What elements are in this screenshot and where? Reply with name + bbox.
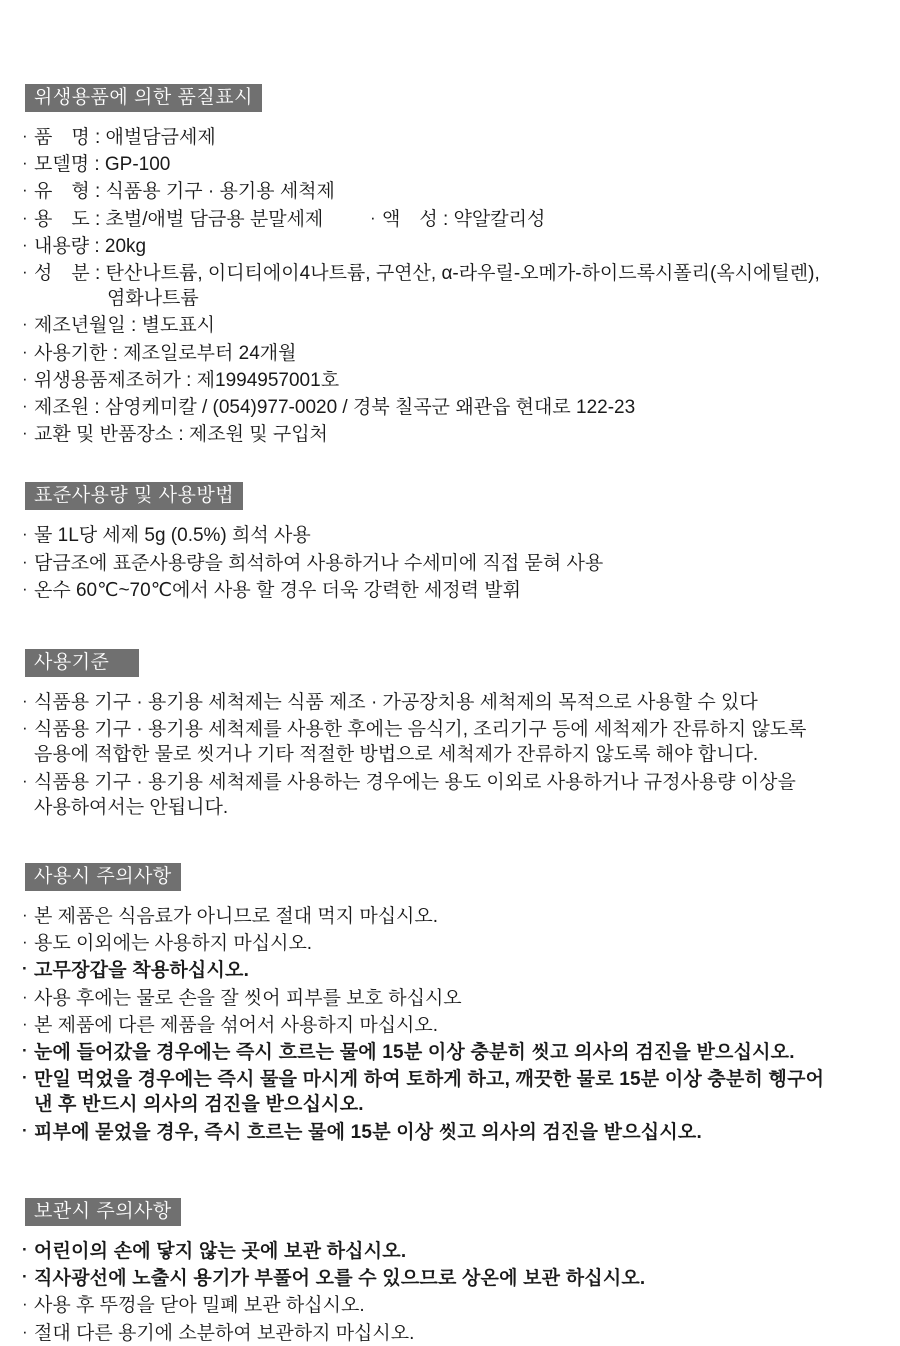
list-item-wear-gloves (22, 956, 890, 983)
list-item-intended-use-only (22, 929, 890, 956)
item-text: 식품용 기구 · 용기용 세척제를 사용하는 경우에는 용도 이외로 사용하거나 규정사용량 이상을 (34, 771, 796, 793)
item-text: 용도 이외에는 사용하지 마십시오. (34, 933, 313, 955)
list-item-warm-water (22, 576, 890, 603)
item-text: 품 명 : 애벌담금세제 (34, 127, 216, 148)
item-text: 교환 및 반품장소 : 제조원 및 구입처 (34, 424, 328, 446)
bullet-icon: · (22, 691, 28, 711)
bullet-icon: · (22, 234, 28, 254)
section-title-standard-usage: 표준사용량 및 사용방법 (25, 482, 243, 510)
bullet-icon: · (22, 1239, 28, 1259)
list-item-no-overuse-continued (34, 795, 890, 820)
list-item-no-mixing (22, 1011, 890, 1038)
list-item-liquid-property (370, 205, 545, 232)
section-title-storage-precautions: 보관시 주의사항 (25, 1198, 181, 1226)
list-item-no-overuse (22, 768, 890, 795)
item-text: 제조원 : 삼영케미칼 / (054)977-0020 / 경북 칠곡군 왜관읍 현대로 122-23 (34, 397, 636, 419)
list-item-manufacture-date (22, 311, 890, 338)
item-text: 내용량 : 20kg (34, 235, 147, 257)
item-text: 염화나트륨 (107, 288, 199, 310)
bullet-icon: · (22, 262, 28, 282)
bullet-icon: · (22, 1041, 28, 1061)
list-item-keep-from-children (22, 1237, 890, 1264)
item-text: 식품용 기구 · 용기용 세척제는 식품 제조 · 가공장치용 세척제의 목적으로 사용할 수 있다 (34, 692, 758, 714)
section-storage-precautions (22, 1198, 890, 1346)
item-text: 본 제품은 식음료가 아니므로 절대 먹지 마십시오. (34, 906, 439, 928)
section-title-quality-indication: 위생용품에 의한 품질표시 (25, 84, 262, 112)
bullet-icon: · (22, 1068, 28, 1088)
item-text: 용 도 : 초벌/애벌 담금용 분말세제 (34, 208, 324, 230)
item-text: 물 1L당 세제 5g (0.5%) 희석 사용 (34, 525, 311, 547)
list-item-do-not-eat (22, 902, 890, 929)
list-item-no-repackaging (22, 1319, 890, 1346)
bullet-icon: · (22, 1294, 28, 1314)
bullet-icon: · (22, 180, 28, 200)
bullet-icon: · (22, 905, 28, 925)
bullet-icon: · (22, 1321, 28, 1341)
bullet-icon: · (22, 578, 28, 598)
bullet-icon: · (22, 1120, 28, 1140)
list-item-wash-hands (22, 984, 890, 1011)
list-item-exchange-place (22, 420, 890, 447)
item-text: 피부에 묻었을 경우, 즉시 흐르는 물에 15분 이상 씻고 의사의 검진을 받으십시오. (34, 1121, 702, 1143)
list-item-model-name (22, 150, 890, 177)
bullet-icon: · (22, 368, 28, 388)
item-text: 유 형 : 식품용 기구 · 용기용 세척제 (34, 181, 335, 203)
section-title-usage-standard: 사용기준 (25, 649, 139, 677)
list-item-ingredients-continued (107, 286, 890, 311)
item-text: 본 제품에 다른 제품을 섞어서 사용하지 마십시오. (34, 1014, 439, 1036)
item-text: 성 분 : 탄산나트륨, 이디티에이4나트륨, 구연산, α-라우릴-오메가-하이드록시폴리(옥시에틸렌), (34, 263, 820, 285)
item-text: 고무장갑을 착용하십시오. (34, 960, 250, 982)
bullet-icon: · (22, 207, 28, 227)
item-text: 식품용 기구 · 용기용 세척제를 사용한 후에는 음식기, 조리기구 등에 세척제가 잔류하지 않도록 (34, 719, 807, 741)
bullet-icon: · (22, 423, 28, 443)
bullet-icon: · (22, 126, 28, 145)
bullet-icon: · (22, 932, 28, 952)
bullet-icon: · (370, 207, 376, 227)
item-text: 눈에 들어갔을 경우에는 즉시 흐르는 물에 15분 이상 충분히 씻고 의사의 검진을 받으십시오. (34, 1042, 795, 1064)
bullet-icon: · (22, 770, 28, 790)
bullet-icon: · (22, 314, 28, 334)
item-text: 어린이의 손에 닿지 않는 곳에 보관 하십시오. (34, 1240, 407, 1262)
list-item-if-swallowed-continued (34, 1092, 890, 1117)
item-text: 만일 먹었을 경우에는 즉시 물을 마시게 하여 토하게 하고, 깨끗한 물로 15분 이상 충분히 헹구어 (34, 1069, 825, 1091)
list-item-no-residue (22, 715, 890, 742)
item-text: 사용하여서는 안됩니다. (34, 796, 229, 818)
list-item-expiry (22, 339, 890, 366)
bullet-icon: · (22, 1013, 28, 1033)
item-text: 사용기한 : 제조일로부터 24개월 (34, 342, 297, 364)
item-text: 절대 다른 용기에 소분하여 보관하지 마십시오. (34, 1322, 415, 1344)
item-text: 제조년월일 : 별도표시 (34, 315, 216, 337)
item-text: 사용 후에는 물로 손을 잘 씻어 피부를 보호 하십시오 (34, 987, 462, 1009)
list-item-usage-and-liquid-property (22, 205, 890, 232)
item-text: 액 성 : 약알칼리성 (382, 208, 546, 230)
section-usage-precautions (22, 863, 890, 1145)
bullet-icon: · (22, 986, 28, 1006)
list-item-eye-contact (22, 1038, 890, 1065)
bullet-icon: · (22, 153, 28, 173)
list-item-dilution (22, 521, 890, 548)
item-text: 모델명 : GP-100 (34, 154, 171, 176)
item-text: 담금조에 표준사용량을 희석하여 사용하거나 수세미에 직접 묻혀 사용 (34, 552, 604, 574)
list-item-purpose (22, 688, 890, 715)
list-item-product-name (22, 123, 890, 150)
section-standard-usage (22, 482, 890, 603)
list-item-if-swallowed (22, 1065, 890, 1092)
list-item-manufacturer (22, 393, 890, 420)
list-item-skin-contact (22, 1118, 890, 1145)
bullet-icon: · (22, 524, 28, 544)
section-title-usage-precautions: 사용시 주의사항 (25, 863, 181, 891)
section-quality-indication (22, 84, 890, 447)
bullet-icon: · (22, 396, 28, 416)
item-text: 온수 60℃~70℃에서 사용 할 경우 더욱 강력한 세정력 발휘 (34, 579, 521, 601)
item-text: 낸 후 반드시 의사의 검진을 받으십시오. (34, 1094, 364, 1116)
bullet-icon: · (22, 341, 28, 361)
list-item-net-content (22, 232, 890, 259)
list-item-type (22, 177, 890, 204)
list-item-no-residue-continued (34, 742, 890, 767)
list-item-license-number (22, 366, 890, 393)
list-item-soaking-tank (22, 549, 890, 576)
item-text: 직사광선에 노출시 용기가 부풀어 오를 수 있으므로 상온에 보관 하십시오. (34, 1268, 646, 1290)
item-text: 사용 후 뚜껑을 닫아 밀폐 보관 하십시오. (34, 1295, 365, 1317)
list-item-close-lid (22, 1291, 890, 1318)
item-text: 위생용품제조허가 : 제1994957001호 (34, 369, 340, 391)
item-text: 음용에 적합한 물로 씻거나 기타 적절한 방법으로 세척제가 잔류하지 않도록 해야 합니다. (34, 744, 759, 766)
list-item-avoid-sunlight (22, 1264, 890, 1291)
list-item-ingredients (22, 259, 890, 286)
bullet-icon: · (22, 1267, 28, 1287)
bullet-icon: · (22, 551, 28, 571)
bullet-icon: · (22, 959, 28, 979)
bullet-icon: · (22, 718, 28, 738)
section-usage-standard (22, 649, 890, 820)
